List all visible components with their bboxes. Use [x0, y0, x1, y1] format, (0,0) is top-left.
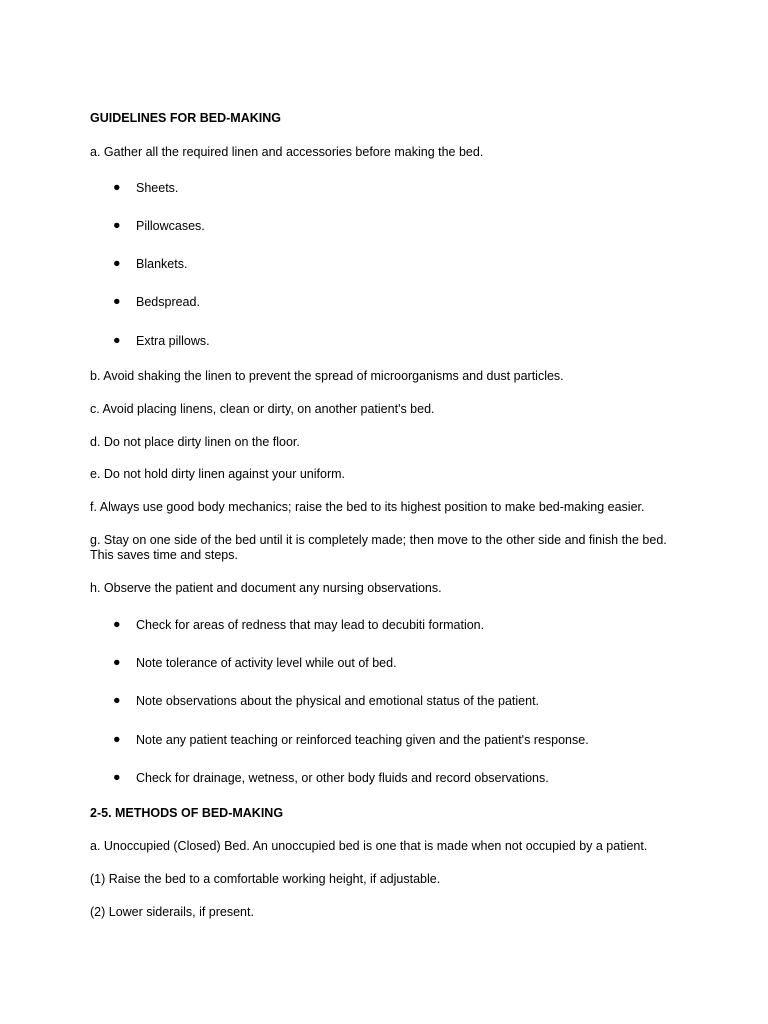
bullet-icon: ● — [113, 218, 121, 232]
bullet-icon: ● — [113, 770, 121, 784]
bullet-icon: ● — [113, 333, 121, 347]
guideline-g-line-2: This saves time and steps. — [90, 548, 238, 562]
guideline-e: e. Do not hold dirty linen against your uniform. — [90, 467, 345, 481]
bullet-icon: ● — [113, 180, 121, 194]
list-item: Bedspread. — [136, 295, 200, 309]
guideline-h: h. Observe the patient and document any nursing observations. — [90, 581, 442, 595]
method-a: a. Unoccupied (Closed) Bed. An unoccupied bed is one that is made when not occupied by a patient. — [90, 839, 648, 853]
bullet-icon: ● — [113, 655, 121, 669]
step-2: (2) Lower siderails, if present. — [90, 905, 254, 919]
guideline-b: b. Avoid shaking the linen to prevent the spread of microorganisms and dust particles. — [90, 369, 564, 383]
list-item: Note any patient teaching or reinforced teaching given and the patient's response. — [136, 733, 589, 747]
list-item: Check for areas of redness that may lead to decubiti formation. — [136, 618, 485, 632]
guideline-a: a. Gather all the required linen and accessories before making the bed. — [90, 145, 484, 159]
bullet-icon: ● — [113, 732, 121, 746]
list-item: Note tolerance of activity level while out of bed. — [136, 656, 397, 670]
list-item: Note observations about the physical and emotional status of the patient. — [136, 694, 540, 708]
guideline-d: d. Do not place dirty linen on the floor. — [90, 435, 300, 449]
bullet-icon: ● — [113, 617, 121, 631]
guideline-g-line-1: g. Stay on one side of the bed until it is completely made; then move to the other side and finish the bed. — [90, 533, 667, 547]
bullet-icon: ● — [113, 256, 121, 270]
guideline-c: c. Avoid placing linens, clean or dirty, on another patient's bed. — [90, 402, 435, 416]
list-item: Blankets. — [136, 257, 188, 271]
section-heading-guidelines: GUIDELINES FOR BED-MAKING — [90, 111, 281, 125]
step-1: (1) Raise the bed to a comfortable working height, if adjustable. — [90, 872, 441, 886]
list-item: Pillowcases. — [136, 219, 205, 233]
guideline-f: f. Always use good body mechanics; raise the bed to its highest position to make bed-making easier. — [90, 500, 645, 514]
list-item: Sheets. — [136, 181, 179, 195]
list-item: Check for drainage, wetness, or other body fluids and record observations. — [136, 771, 549, 785]
list-item: Extra pillows. — [136, 334, 210, 348]
section-heading-methods: 2-5. METHODS OF BED-MAKING — [90, 806, 284, 820]
bullet-icon: ● — [113, 294, 121, 308]
bullet-icon: ● — [113, 693, 121, 707]
